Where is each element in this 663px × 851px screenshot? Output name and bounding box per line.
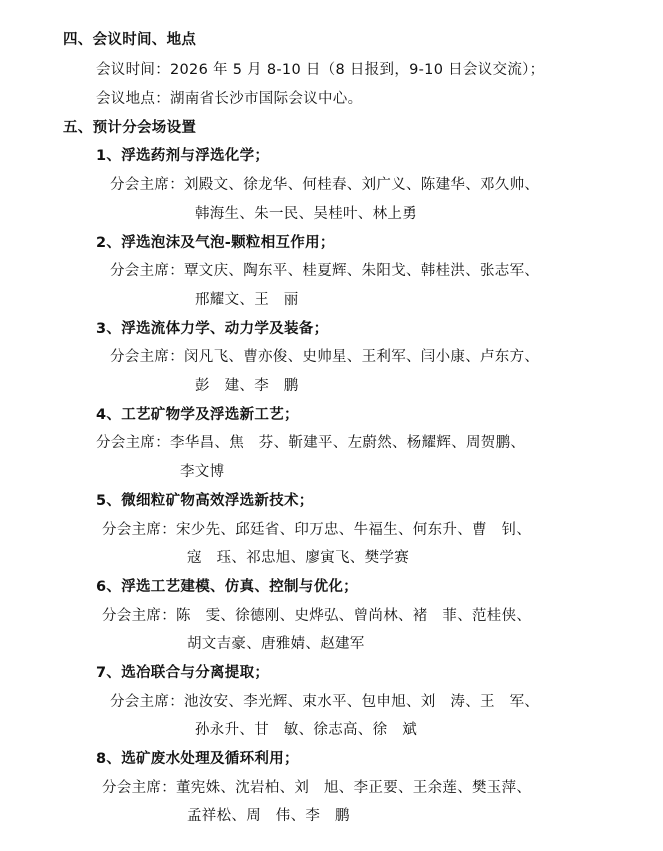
session-1-chairs-line2: 韩海生、朱一民、吴桂叶、林上勇 (195, 206, 417, 222)
session-6-chairs-line2: 胡文吉豪、唐雅婧、赵建军 (187, 636, 365, 652)
session-4-chairs-line2: 李文博 (180, 464, 225, 480)
session-8-title: 8、选矿废水处理及循环利用； (96, 751, 299, 767)
session-8-chairs-line1: 分会主席：董宪姝、沈岩柏、刘 旭、李正要、王余莲、樊玉萍、 (102, 780, 532, 796)
session-3-chairs-line1: 分会主席：闵凡飞、曹亦俊、史帅星、王利军、闫小康、卢东方、 (110, 349, 540, 365)
session-4-title: 4、工艺矿物学及浮选新工艺； (96, 407, 299, 423)
session-8-chairs-line2: 孟祥松、周 伟、李 鹏 (187, 808, 350, 824)
session-7-chairs-line2: 孙永升、甘 敏、徐志高、徐 斌 (195, 722, 417, 738)
meeting-time: 会议时间：2026 年 5 月 8-10 日（8 日报到，9-10 日会议交流）； (96, 62, 545, 78)
session-3-title: 3、浮选流体力学、动力学及装备； (96, 321, 329, 337)
session-2-chairs-line2: 邢耀文、王 丽 (195, 292, 299, 308)
section-4-heading: 四、会议时间、地点 (63, 32, 197, 48)
session-2-chairs-line1: 分会主席：覃文庆、陶东平、桂夏辉、朱阳戈、韩桂洪、张志军、 (110, 263, 540, 279)
session-2-title: 2、浮选泡沫及气泡-颗粒相互作用； (96, 235, 335, 251)
session-5-title: 5、微细粒矿物高效浮选新技术； (96, 493, 314, 509)
session-1-title: 1、浮选药剂与浮选化学； (96, 148, 270, 164)
session-7-title: 7、选冶联合与分离提取； (96, 665, 270, 681)
session-6-title: 6、浮选工艺建模、仿真、控制与优化； (96, 579, 358, 595)
meeting-place: 会议地点：湖南省长沙市国际会议中心。 (96, 91, 363, 107)
section-5-heading: 五、预计分会场设置 (63, 120, 197, 136)
session-5-chairs-line1: 分会主席：宋少先、邱廷省、印万忠、牛福生、何东升、曹 钊、 (102, 522, 532, 538)
session-4-chairs-line1: 分会主席：李华昌、焦 芬、靳建平、左蔚然、杨耀辉、周贺鹏、 (96, 435, 526, 451)
session-6-chairs-line1: 分会主席：陈 雯、徐德刚、史烨弘、曾尚林、褚 菲、范桂侠、 (102, 608, 532, 624)
session-3-chairs-line2: 彭 建、李 鹏 (195, 378, 299, 394)
session-1-chairs-line1: 分会主席：刘殿文、徐龙华、何桂春、刘广义、陈建华、邓久帅、 (110, 177, 540, 193)
session-5-chairs-line2: 寇 珏、祁忠旭、廖寅飞、樊学赛 (187, 550, 409, 566)
session-7-chairs-line1: 分会主席：池汝安、李光辉、束水平、包申旭、刘 涛、王 军、 (110, 694, 540, 710)
